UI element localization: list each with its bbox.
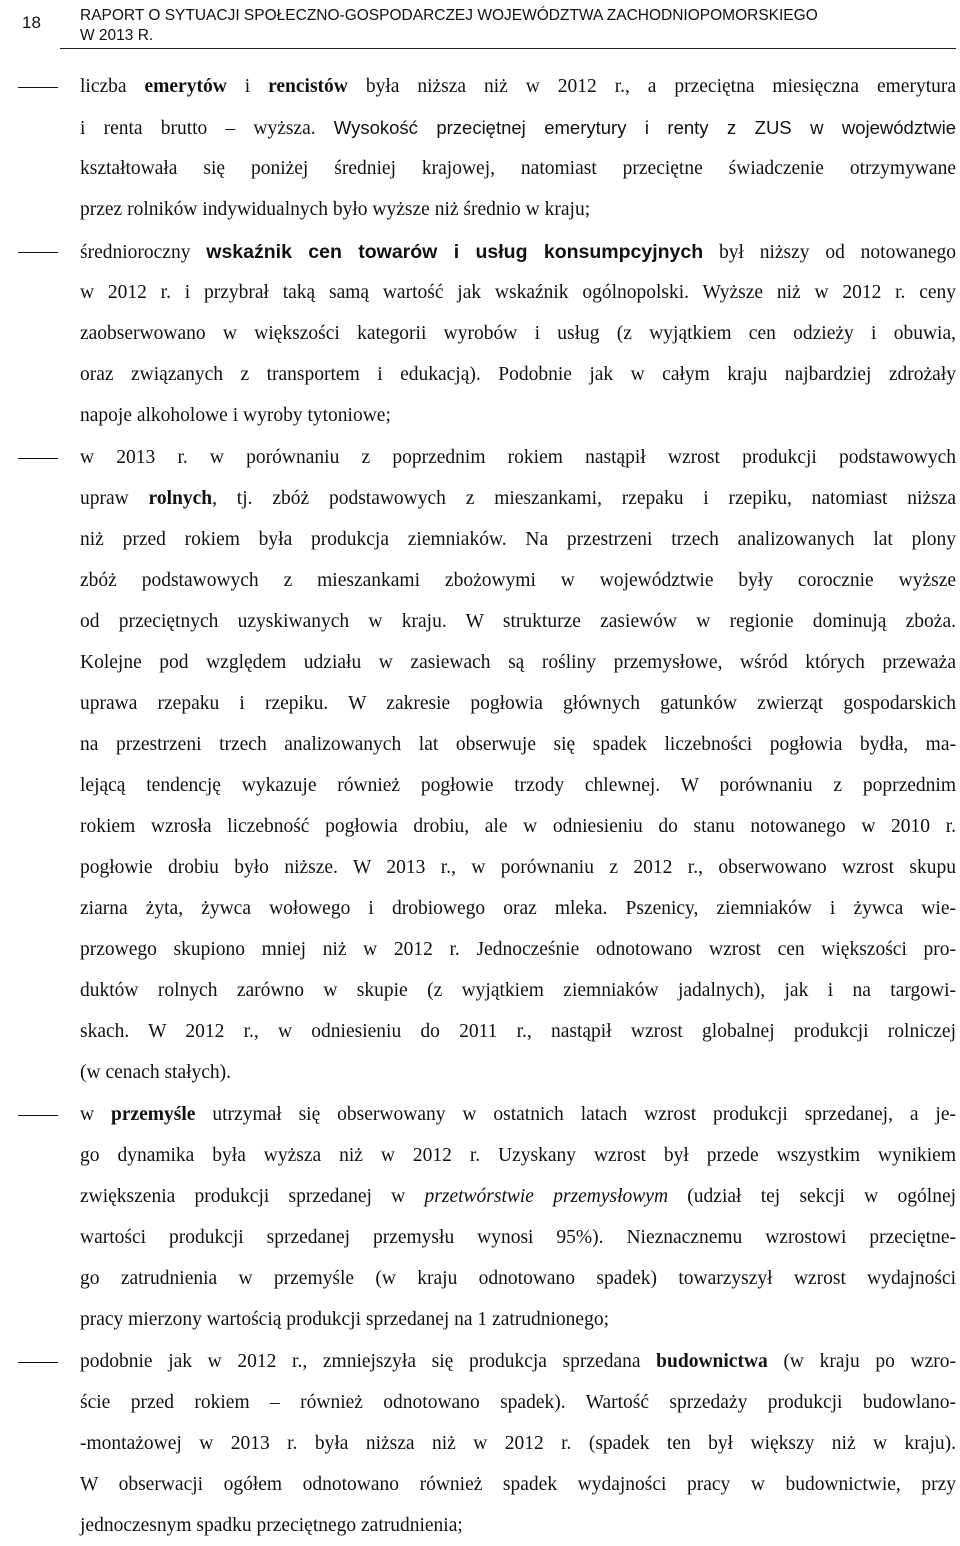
header-title: [80, 6, 950, 46]
text-line: rokiem wzrosła liczebność pogłowia drobiu, ale w odniesieniu do stanu notowanego w 2010 r.: [80, 816, 956, 837]
text-line: w przemyśle utrzymał się obserwowany w ostatnich latach wzrost produkcji sprzedanej, a je-: [80, 1104, 956, 1125]
text-line: na przestrzeni trzech analizowanych lat obserwuje się spadek liczebności pogłowia bydła, ma-: [80, 734, 956, 755]
text-line: niż przed rokiem była produkcja ziemniaków. Na przestrzeni trzech analizowanych lat plony: [80, 529, 956, 550]
text-line: jednoczesnym spadku przeciętnego zatrudnienia;: [80, 1515, 463, 1536]
bold-term: rencistów: [268, 76, 348, 97]
text-line: ziarna żyta, żywca wołowego i drobiowego oraz mleka. Pszenicy, ziemniaków i żywca wie-: [80, 898, 956, 919]
text-line: od przeciętnych uzyskiwanych w kraju. W strukturze zasiewów w regionie dominują zboża.: [80, 611, 956, 632]
bold-term: emerytów: [144, 76, 227, 97]
text-line: go zatrudnienia w przemyśle (w kraju odnotowano spadek) towarzyszył wzrost wydajności: [80, 1268, 956, 1289]
text-line: -montażowej w 2013 r. była niższa niż w 2012 r. (spadek ten był większy niż w kraju).: [80, 1433, 956, 1454]
text-line: napoje alkoholowe i wyroby tytoniowe;: [80, 405, 391, 426]
text-line: ście przed rokiem – również odnotowano spadek). Wartość sprzedaży produkcji budowlano-: [80, 1392, 956, 1413]
text-line: w 2013 r. w porównaniu z poprzednim rokiem nastąpił wzrost produkcji podstawowych: [80, 447, 956, 468]
text-line: duktów rolnych zarówno w skupie (z wyjątkiem ziemniaków jadalnych), jak i na targowi-: [80, 980, 956, 1001]
text-line: upraw rolnych, tj. zbóż podstawowych z mieszankami, rzepaku i rzepiku, natomiast niższa: [80, 488, 956, 509]
bullet-dash: [18, 252, 58, 253]
text-line: kształtowała się poniżej średniej krajowej, natomiast przeciętne świadczenie otrzymywane: [80, 158, 956, 179]
bullet-dash: [18, 1115, 58, 1116]
text-line: Kolejne pod względem udziału w zasiewach są rośliny przemysłowe, wśród których przeważa: [80, 652, 956, 673]
text-line: pogłowie drobiu było niższe. W 2013 r., w porównaniu z 2012 r., obserwowano wzrost skupu: [80, 857, 956, 878]
text-line: i renta brutto – wyższa. Wysokość przeciętnej emerytury i renty z ZUS w województwie: [80, 117, 956, 139]
header-divider: [60, 48, 956, 49]
text-line: skach. W 2012 r., w odniesieniu do 2011 r., nastąpił wzrost globalnej produkcji rolniczej: [80, 1021, 956, 1042]
text-line: wartości produkcji sprzedanej przemysłu wynosi 95%). Nieznacznemu wzrostowi przeciętne-: [80, 1227, 956, 1248]
text-line: w 2012 r. i przybrał taką samą wartość jak wskaźnik ogólnopolski. Wyższe niż w 2012 r. ceny: [80, 282, 957, 303]
text-line: podobnie jak w 2012 r., zmniejszyła się produkcja sprzedana budownictwa (w kraju po wzro-: [80, 1351, 956, 1372]
bullet-dash: [18, 1362, 58, 1363]
text-line: W obserwacji ogółem odnotowano również spadek wydajności pracy w budownictwie, przy: [80, 1474, 956, 1495]
bold-term: przemyśle: [111, 1104, 196, 1125]
page-header: [0, 0, 960, 54]
text-line: lejącą tendencję wykazuje również pogłowie trzody chlewnej. W porównaniu z poprzednim: [80, 775, 956, 796]
text-line: zbóż podstawowych z mieszankami zbożowymi w województwie były corocznie wyższe: [80, 570, 956, 591]
italic-term: przetwórstwie przemysłowym: [424, 1186, 669, 1207]
text-line: oraz związanych z transportem i edukacją). Podobnie jak w całym kraju najbardziej zdrożały: [80, 364, 957, 385]
text-line: pracy mierzony wartością produkcji sprzedanej na 1 zatrudnionego;: [80, 1309, 610, 1330]
text-line: przowego skupiono mniej niż w 2012 r. Jednocześnie odnotowano wzrost cen większości pro-: [80, 939, 956, 960]
text-line: liczba emerytów i rencistów była niższa niż w 2012 r., a przeciętna miesięczna emerytura: [80, 76, 957, 97]
bold-term: wskaźnik cen towarów i usług konsumpcyjnych: [206, 241, 704, 263]
text-line: przez rolników indywidualnych było wyższe niż średnio w kraju;: [80, 199, 591, 220]
header-title-line-1: RAPORT O SYTUACJI SPOŁECZNO-GOSPODARCZEJ WOJEWÓDZTWA ZACHODNIOPOMORSKIEGO: [80, 7, 818, 24]
bullet-dash: [18, 458, 58, 459]
text-line: zwiększenia produkcji sprzedanej w przetwórstwie przemysłowym (udział tej sekcji w ogólnej: [80, 1186, 957, 1207]
header-title-line-2: W 2013 R.: [80, 27, 154, 44]
text-line: (w cenach stałych).: [80, 1062, 232, 1083]
bold-term: budownictwa: [656, 1351, 768, 1372]
text-line: średnioroczny wskaźnik cen towarów i usług konsumpcyjnych był niższy od notowanego: [80, 241, 956, 263]
text-line: go dynamika była wyższa niż w 2012 r. Uzyskany wzrost był przede wszystkim wynikiem: [80, 1145, 956, 1166]
bold-term: rolnych: [148, 488, 213, 509]
text-line: zaobserwowano w większości kategorii wyrobów i usług (z wyjątkiem cen odzieży i obuwia,: [80, 323, 956, 344]
page-number: 18: [22, 13, 41, 32]
bullet-dash: [18, 87, 58, 88]
text-line: uprawa rzepaku i rzepiku. W zakresie pogłowia głównych gatunków zwierząt gospodarskich: [80, 693, 956, 714]
